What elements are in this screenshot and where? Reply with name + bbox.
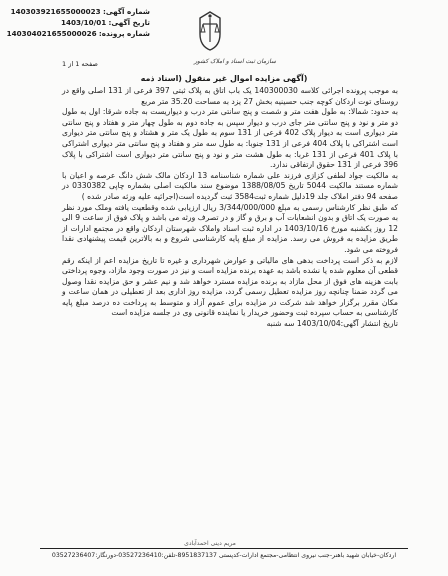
paragraph-case: به موجب پرونده اجرائی کلاسه 140300030 یک باب اتاق به پلاک ثبتی 397 فرعی از 131 اصلی واقع در روستای توت اردکان کوچه جنب حسینیه بخش 27 یزد به مساحت 35.20 متر مربع <box>62 86 398 106</box>
paragraph-ownership: به مالکیت جواد لطفی کزازی فرزند علی شماره شناسنامه 13 اردکان مالک شش دانگ عرصه و اعیان با شماره مستند مالکیت 5044 تاریخ 1388/08/05 موضوع سند مالکیت اصلی بشماره چاپی 0330382 در صفحه 94 دفتر املاک جلد 19دلیل شماره ثبت3584 ثبت گردیده است(اجرائیه علیه ورثه صادر شده ) <box>62 170 399 201</box>
case-number-row <box>0 28 150 39</box>
page-number: صفحه 1 از 1 <box>62 60 98 68</box>
notice-body <box>62 86 398 330</box>
case-number-label: شماره پرونده: <box>98 29 150 38</box>
paragraph-conditions: لازم به ذکر است پرداخت بدهی های مالیاتی و عوارض شهرداری و غیره تا تاریخ مزایده اعم از اینکه رقم قطعی آن معلوم شده یا نشده باشد به عهده برنده مزایده است و نیز در صورت وجود مازاد، وجوه پرداختی بابت هزینه های فوق از محل مازاد به برنده مزایده مسترد خواهد شد و نیم عشر و حق مزایده نقدا وصول می گردد ضمنا چنانچه روز مزایده تعطیل رسمی گردد، مزایده روز اداری بعد از تعطیلی در همان ساعت و مکان مقرر برگزار خواهد شد شرکت در مزایده برای عموم آزاد و متوسط به پرداخت ده درصد مبلغ پایه کارشناسی به حساب سپرده ثبت وحضور خریدار یا نماینده قانونی وی در جلسه مزایده است <box>62 255 398 318</box>
judiciary-emblem-icon <box>190 8 230 54</box>
organization-name: سازمان ثبت اسناد و املاک کشور <box>193 58 277 65</box>
paragraph-boundaries: به حدود: شمالا: به طول هفت متر و شصت و پنج سانتی متر درب و دیواریست به جاده شرقا: اول به طول دو متر و نود و پنج سانتی متر جای درب و دیوار سپس به جاده دوم به طول چهار متر و هفتاد و پنج سانتی متر دیواری است به دیوار پلاک 402 فرعی از 131 سوم به طول یک متر و هشتاد و پنج سانتی متر دیواری است اشتراکی با پلاک 404 فرعی از 131 جنوبا: به طول سه متر و هفتاد و پنج سانتی متر دیواری اشتراکی با پلاک 401 فرعی از 131 غربا: به طول هشت متر و نود و پنج سانتی متر دیواری است اشتراکی با پلاک 396 فرعی از 131 حقوق ارتفاقی ندارد. <box>62 107 398 170</box>
notice-date-row <box>0 17 150 28</box>
paragraph-publish-date: تاریخ انتشار آگهی:1403/10/04 سه شنبه <box>266 319 398 329</box>
notice-title: (آگهی مزایده اموال غیر منقول (اسناد ذمه <box>140 74 308 83</box>
notice-date: 1403/10/01 <box>60 18 107 27</box>
signature: مریم دینی احمدآبادی <box>184 540 236 547</box>
notice-number-label: شماره آگهی: <box>102 7 150 16</box>
notice-meta <box>0 6 150 39</box>
notice-number: 140303921655000023 <box>10 7 101 16</box>
paragraph-valuation: که طبق نظر کارشناس رسمی به مبلغ 3/344/000/000 ریال ارزیابی شده وقطعیت یافته وملک مورد نظر به صورت یک اتاق و بدون انشعابات آب و برق و گاز و در تصرف ورثه می باشد و پلاک فوق از ساعت 9 الی 12 روز یکشنبه مورخ 1403/10/16 در اداره ثبت اسناد واملاک شهرستان اردکان واقع در مجتمع ادارات از طریق مزایده به فروش می رسد. مزایده از مبلغ پایه کارشناسی شروع و به بالاترین قیمت پیشنهادی نقدا فروخته می شود. <box>62 202 399 254</box>
footer-divider <box>40 548 408 549</box>
letterhead <box>0 0 448 66</box>
footer-address: اردکان-خیابان شهید باهنر-جنب نیروی انتظامی-مجتمع ادارات-کدپستی 8951837137-تلفن:03527236410-دورنگار:03527236407 <box>51 552 397 559</box>
notice-date-label: تاریخ آگهی: <box>108 18 150 27</box>
notice-number-row <box>0 6 150 17</box>
case-number: 140304021655000026 <box>6 29 97 38</box>
